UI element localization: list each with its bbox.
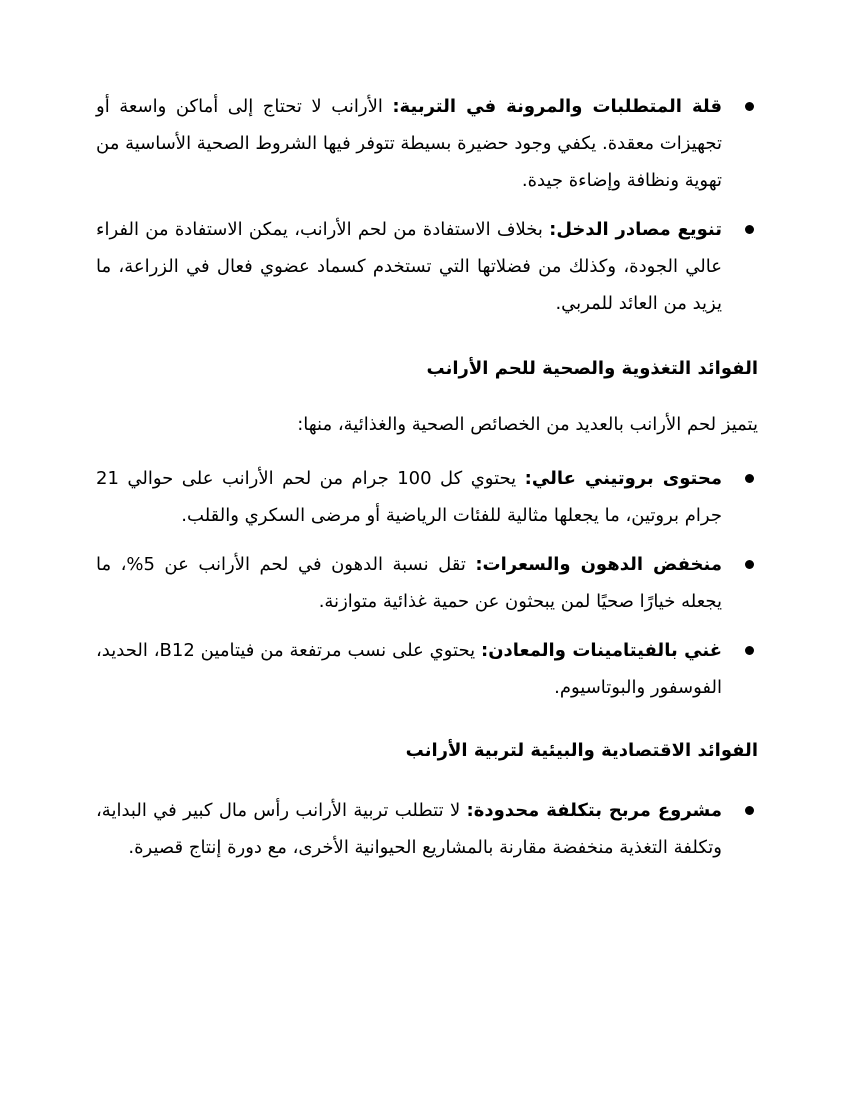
bullet-icon — [745, 474, 754, 483]
bullet-icon — [745, 225, 754, 234]
nutrition-list — [96, 460, 758, 706]
list-item-text: لا تتطلب تربية الأرانب رأس مال كبير في البداية، وتكلفة التغذية منخفضة مقارنة بالمشاريع الحيوانية الأخرى، مع دورة إنتاج قصيرة. — [96, 800, 722, 858]
list-item-text: تقل نسبة الدهون في لحم الأرانب عن 5%، ما يجعله خيارًا صحيًا لمن يبحثون عن حمية غذائية متوازنة. — [96, 554, 722, 612]
bullet-icon — [745, 560, 754, 569]
list-item — [96, 632, 758, 706]
list-item — [96, 546, 758, 620]
benefits-list-top — [96, 88, 758, 322]
list-item-title: قلة المتطلبات والمرونة في التربية: — [392, 96, 722, 117]
list-item-title: محتوى بروتيني عالي: — [524, 468, 722, 489]
list-item — [96, 211, 758, 322]
bullet-icon — [745, 102, 754, 111]
list-item-text: يحتوي على نسب مرتفعة من فيتامين B12، الحديد، الفوسفور والبوتاسيوم. — [96, 640, 722, 698]
bullet-icon — [745, 806, 754, 815]
list-item-title: تنويع مصادر الدخل: — [549, 219, 722, 240]
section-intro: يتميز لحم الأرانب بالعديد من الخصائص الصحية والغذائية، منها: — [297, 414, 758, 435]
list-item — [96, 792, 758, 866]
list-item-title: منخفض الدهون والسعرات: — [475, 554, 723, 575]
section-heading-economic: الفوائد الاقتصادية والبيئية لتربية الأرانب — [405, 740, 758, 761]
list-item-text: بخلاف الاستفادة من لحم الأرانب، يمكن الاستفادة من الفراء عالي الجودة، وكذلك من فضلاتها التي تستخدم كسماد عضوي فعال في الزراعة، ما يزيد من العائد للمربي. — [96, 219, 722, 314]
list-item — [96, 460, 758, 534]
economic-list — [96, 792, 758, 866]
list-item-text: يحتوي كل 100 جرام من لحم الأرانب على حوالي 21 جرام بروتين، ما يجعلها مثالية للفئات الرياضية أو مرضى السكري والقلب. — [96, 468, 722, 526]
document-content — [96, 88, 758, 866]
list-item-title: مشروع مربح بتكلفة محدودة: — [466, 800, 722, 821]
list-item — [96, 88, 758, 199]
section-heading-nutrition: الفوائد التغذوية والصحية للحم الأرانب — [426, 358, 758, 379]
list-item-text: الأرانب لا تحتاج إلى أماكن واسعة أو تجهيزات معقدة. يكفي وجود حضيرة بسيطة تتوفر فيها الشروط الصحية الأساسية من تهوية ونظافة وإضاءة جيدة. — [96, 96, 722, 191]
list-item-title: غني بالفيتامينات والمعادن: — [481, 640, 722, 661]
bullet-icon — [745, 646, 754, 655]
